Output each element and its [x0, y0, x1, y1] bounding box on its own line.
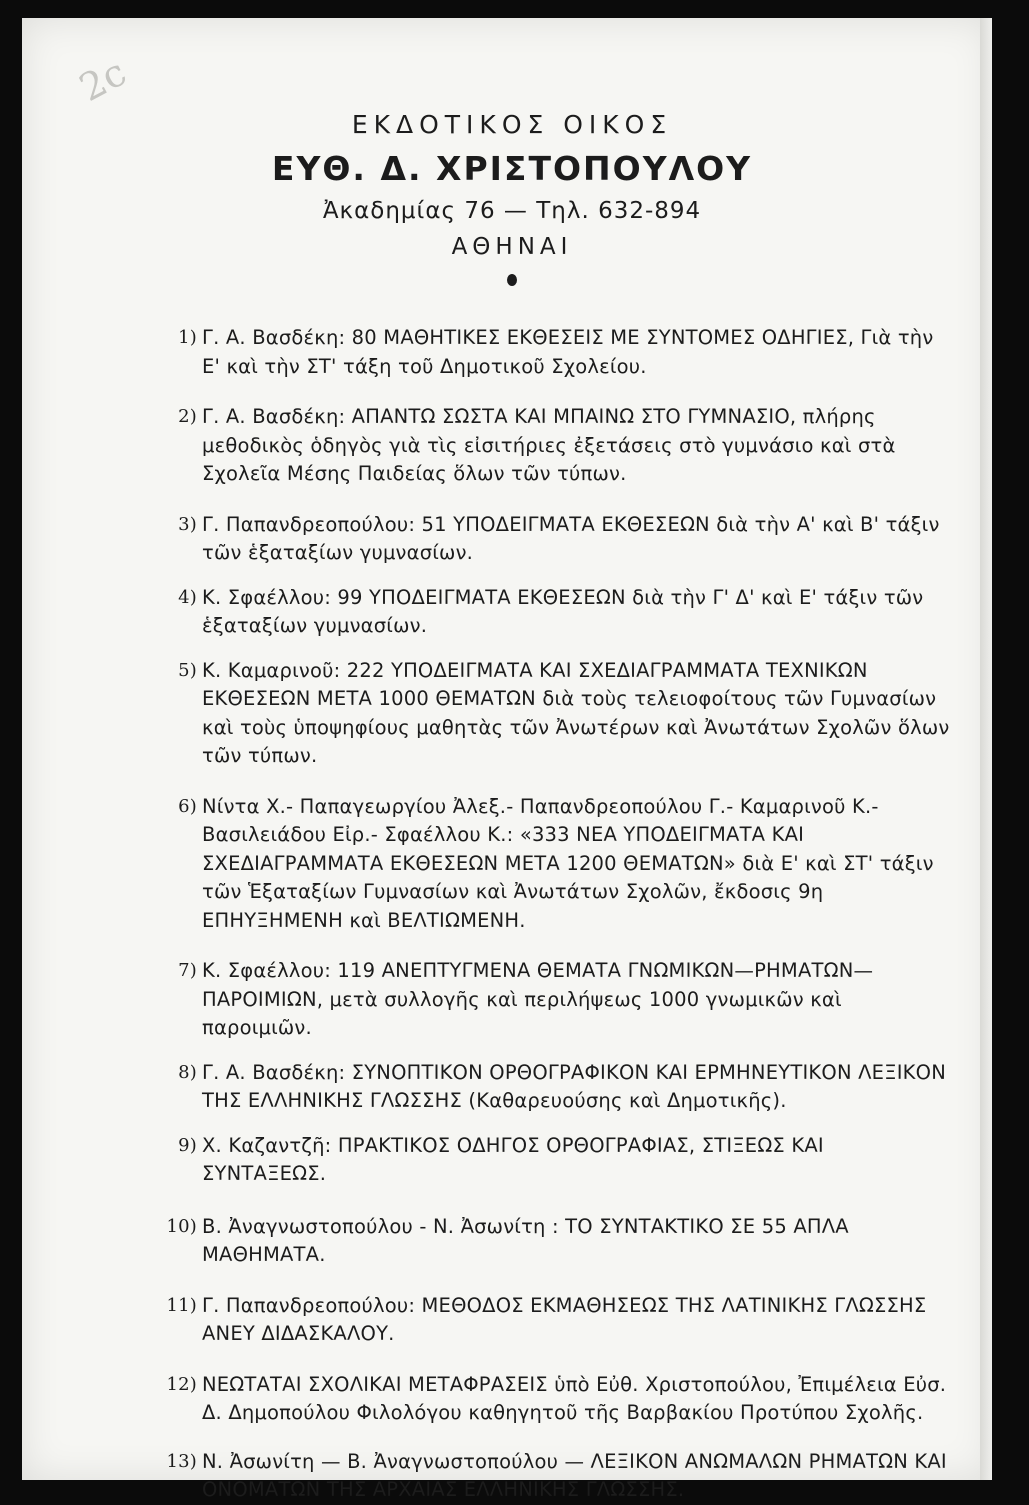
item-number: 10) — [166, 1215, 197, 1237]
item-text: Γ. Α. Βασδέκη: ΑΠΑΝΤΩ ΣΩΣΤΑ ΚΑΙ ΜΠΑΙΝΩ ΣΤΟ ΓΥΜΝΑΣΙΟ, πλήρης μεθοδικὸς ὁδηγὸς γιὰ τὶς εἰσιτήριες ἐξετάσεις στὸ γυμνάσιο καὶ στὰ Σχολεῖα Μέσης Παιδείας ὅλων τῶν τύπων. — [202, 405, 896, 485]
list-item — [152, 1059, 952, 1116]
item-number: 5) — [178, 659, 197, 681]
item-number: 4) — [178, 586, 197, 608]
list-item — [152, 957, 952, 1043]
item-number: 1) — [178, 327, 197, 348]
list-item — [152, 1213, 952, 1270]
publisher-city: ΑΘΗΝΑΙ — [451, 234, 573, 260]
item-text: Κ. Καμαρινοῦ: 222 ΥΠΟΔΕΙΓΜΑΤΑ ΚΑΙ ΣΧΕΔΙΑΓΡΑΜΜΑΤΑ ΤΕΧΝΙΚΩΝ ΕΚΘΕΣΕΩΝ ΜΕΤΑ 1000 ΘΕΜΑΤΩΝ διὰ τοὺς τελειοφοίτους τῶν Γυμνασίων καὶ τοὺς ὑποψηφίους μαθητὰς τῶν Ἀνωτέρων καὶ Ἀνωτάτων Σχολῶν ὅλων τῶν τύπων. — [202, 658, 950, 767]
item-number: 6) — [178, 795, 197, 817]
item-number: 13) — [166, 1450, 197, 1472]
book-list — [152, 324, 952, 1505]
item-text: Γ. Α. Βασδέκη: 80 ΜΑΘΗΤΙΚΕΣ ΕΚΘΕΣΕΙΣ ΜΕ ΣΥΝΤΟΜΕΣ ΟΔΗΓΙΕΣ, Γιὰ τὴν Ε' καὶ τὴν ΣΤ' τάξη τοῦ Δημοτικοῦ Σχολείου. — [202, 326, 934, 378]
item-text: Γ. Α. Βασδέκη: ΣΥΝΟΠΤΙΚΟΝ ΟΡΘΟΓΡΑΦΙΚΟΝ ΚΑΙ ΕΡΜΗΝΕΥΤΙΚΟΝ ΛΕΞΙΚΟΝ ΤΗΣ ΕΛΛΗΝΙΚΗΣ ΓΛΩΣΣΗΣ (Καθαρευούσης καὶ Δημοτικῆς). — [202, 1060, 946, 1112]
item-number: 9) — [178, 1134, 197, 1156]
publisher-header — [22, 110, 1002, 286]
list-item — [152, 324, 952, 381]
item-text: Χ. Καζαντζῆ: ΠΡΑΚΤΙΚΟΣ ΟΔΗΓΟΣ ΟΡΘΟΓΡΑΦΙΑΣ, ΣΤΙΞΕΩΣ ΚΑΙ ΣΥΝΤΑΞΕΩΣ. — [202, 1133, 824, 1185]
list-item — [152, 1132, 952, 1189]
list-item — [152, 511, 952, 568]
item-number: 12) — [166, 1373, 197, 1395]
item-number: 3) — [178, 513, 197, 535]
item-text: Γ. Παπανδρεοπούλου: 51 ΥΠΟΔΕΙΓΜΑΤΑ ΕΚΘΕΣΕΩΝ διὰ τὴν Α' καὶ Β' τάξιν τῶν ἑξαταξίων γυμνασίων. — [202, 512, 940, 564]
page — [22, 18, 992, 1501]
list-item — [152, 584, 952, 641]
item-text: Κ. Σφαέλλου: 99 ΥΠΟΔΕΙΓΜΑΤΑ ΕΚΘΕΣΕΩΝ διὰ τὴν Γ' Δ' καὶ Ε' τάξιν τῶν ἑξαταξίων γυμνασίων. — [202, 585, 924, 637]
item-text: ΝΕΩΤΑΤΑΙ ΣΧΟΛΙΚΑΙ ΜΕΤΑΦΡΑΣΕΙΣ ὑπὸ Εὐθ. Χριστοπούλου, Ἐπιμέλεια Εὐσ. Δ. Δημοπούλου Φιλολόγου καθηγητοῦ τῆς Βαρβακίου Προτύπου Σχολῆς. — [202, 1372, 947, 1424]
list-item — [152, 1292, 952, 1349]
list-item — [152, 1371, 952, 1428]
item-number: 8) — [178, 1061, 197, 1083]
handwritten-mark: 2c — [72, 49, 134, 111]
item-text: Ν. Ἀσωνίτη — Β. Ἀναγνωστοπούλου — ΛΕΞΙΚΟΝ ΑΝΩΜΑΛΩΝ ΡΗΜΑΤΩΝ ΚΑΙ ΟΝΟΜΑΤΩΝ ΤΗΣ ΑΡΧΑΙΑΣ ΕΛΛΗΝΙΚΗΣ ΓΛΩΣΣΗΣ. — [202, 1449, 947, 1501]
item-text: Κ. Σφαέλλου: 119 ΑΝΕΠΤΥΓΜΕΝΑ ΘΕΜΑΤΑ ΓΝΩΜΙΚΩΝ—ΡΗΜΑΤΩΝ—ΠΑΡΟΙΜΙΩΝ, μετὰ συλλογῆς καὶ περιλήψεως 1000 γνωμικῶν καὶ παροιμιῶν. — [202, 959, 874, 1039]
item-number: 11) — [166, 1294, 197, 1316]
list-item — [152, 1448, 952, 1505]
publisher-name: ΕΥΘ. Δ. ΧΡΙΣΤΟΠΟΥΛΟΥ — [271, 149, 753, 188]
item-text: Νίντα Χ.- Παπαγεωργίου Ἀλεξ.- Παπανδρεοπούλου Γ.- Καμαρινοῦ Κ.- Βασιλειάδου Εἰρ.- Σφαέλλου Κ.: «333 ΝΕΑ ΥΠΟΔΕΙΓΜΑΤΑ ΚΑΙ ΣΧΕΔΙΑΓΡΑΜΜΑΤΑ ΕΚΘΕΣΕΩΝ ΜΕΤΑ 1200 ΘΕΜΑΤΩΝ» διὰ Ε' καὶ ΣΤ' τάξιν τῶν Ἑξαταξίων Γυμνασίων καὶ Ἀνωτάτων Σχολῶν, ἔκδοσις 9η ΕΠΗΥΞΗΜΕΝΗ καὶ ΒΕΛΤΙΩΜΕΝΗ. — [202, 794, 934, 932]
header-line1: ΕΚΔΟΤΙΚΟΣ ΟΙΚΟΣ — [351, 110, 673, 139]
item-text: Β. Ἀναγνωστοπούλου - Ν. Ἀσωνίτη : ΤΟ ΣΥΝΤΑΚΤΙΚΟ ΣΕ 55 ΑΠΛΑ ΜΑΘΗΜΑΤΑ. — [202, 1214, 849, 1266]
list-item — [152, 403, 952, 489]
bullet-icon — [507, 274, 517, 286]
list-item — [152, 657, 952, 771]
publisher-address: Ἀκαδημίας 76 — Τηλ. 632-894 — [322, 198, 702, 224]
item-number: 7) — [178, 960, 197, 981]
item-text: Γ. Παπανδρεοπούλου: ΜΕΘΟΔΟΣ ΕΚΜΑΘΗΣΕΩΣ ΤΗΣ ΛΑΤΙΝΙΚΗΣ ΓΛΩΣΣΗΣ ΑΝΕΥ ΔΙΔΑΣΚΑΛΟΥ. — [202, 1293, 927, 1345]
list-item — [152, 793, 952, 936]
item-number: 2) — [178, 406, 197, 427]
